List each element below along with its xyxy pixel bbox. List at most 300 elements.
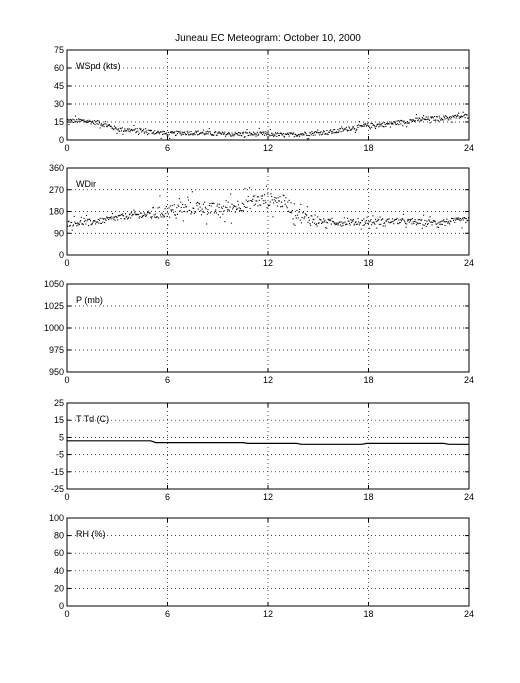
- data-point: [332, 131, 333, 132]
- data-point: [308, 138, 309, 139]
- data-point: [136, 131, 137, 132]
- data-point: [98, 124, 99, 125]
- data-point: [112, 213, 113, 214]
- data-point: [169, 217, 170, 218]
- data-point: [438, 227, 439, 228]
- data-point: [343, 131, 344, 132]
- data-point: [373, 222, 374, 223]
- data-point: [226, 200, 227, 201]
- data-point: [317, 132, 318, 133]
- data-point: [208, 212, 209, 213]
- data-point: [166, 132, 167, 133]
- data-point: [153, 207, 154, 208]
- data-point: [296, 217, 297, 218]
- data-point: [215, 211, 216, 212]
- data-point: [444, 225, 445, 226]
- data-point: [293, 218, 294, 219]
- data-point: [363, 218, 364, 219]
- data-point: [346, 224, 347, 225]
- data-point: [92, 121, 93, 122]
- data-point: [213, 203, 214, 204]
- data-point: [334, 129, 335, 130]
- data-point: [207, 209, 208, 210]
- data-point: [359, 224, 360, 225]
- data-point: [452, 218, 453, 219]
- data-point: [97, 120, 98, 121]
- data-point: [272, 135, 273, 136]
- data-point: [159, 133, 160, 134]
- data-point: [411, 219, 412, 220]
- data-point: [287, 133, 288, 134]
- data-point: [437, 226, 438, 227]
- data-point: [314, 223, 315, 224]
- data-point: [417, 223, 418, 224]
- data-point: [310, 132, 311, 133]
- data-point: [324, 220, 325, 221]
- data-point: [275, 132, 276, 133]
- data-point: [265, 133, 266, 134]
- y-tick-label: -25: [50, 484, 64, 494]
- data-point: [143, 215, 144, 216]
- data-point: [446, 118, 447, 119]
- data-point: [334, 223, 335, 224]
- data-point: [83, 119, 84, 120]
- data-point: [78, 223, 79, 224]
- data-point: [294, 225, 295, 226]
- data-point: [326, 222, 327, 223]
- data-point: [163, 216, 164, 217]
- data-point: [188, 134, 189, 135]
- y-tick-label: 25: [53, 398, 64, 408]
- data-point: [380, 125, 381, 126]
- data-point: [364, 224, 365, 225]
- data-point: [311, 131, 312, 132]
- data-point: [94, 120, 95, 121]
- data-point: [304, 218, 305, 219]
- data-point: [190, 202, 191, 203]
- data-point: [192, 191, 193, 192]
- data-point: [150, 217, 151, 218]
- data-point: [339, 130, 340, 131]
- data-point: [276, 136, 277, 137]
- data-point: [304, 216, 305, 217]
- data-point: [198, 209, 199, 210]
- data-point: [428, 223, 429, 224]
- data-point: [354, 224, 355, 225]
- x-tick-label: 18: [363, 609, 374, 619]
- data-point: [305, 132, 306, 133]
- data-point: [270, 135, 271, 136]
- data-point: [300, 204, 301, 205]
- data-point: [186, 134, 187, 135]
- data-point: [96, 121, 97, 122]
- data-point: [218, 207, 219, 208]
- data-point: [176, 207, 177, 208]
- data-point: [247, 132, 248, 133]
- data-point: [100, 218, 101, 219]
- data-point: [370, 128, 371, 129]
- data-point: [276, 202, 277, 203]
- data-point: [317, 225, 318, 226]
- data-point: [222, 132, 223, 133]
- data-point: [259, 128, 260, 129]
- data-point: [315, 134, 316, 135]
- data-point: [141, 131, 142, 132]
- data-point: [269, 205, 270, 206]
- data-point: [171, 132, 172, 133]
- data-point: [256, 200, 257, 201]
- data-point: [80, 119, 81, 120]
- data-point: [109, 124, 110, 125]
- data-point: [72, 122, 73, 123]
- data-point: [124, 130, 125, 131]
- data-point: [392, 218, 393, 219]
- data-point: [366, 220, 367, 221]
- data-point: [224, 133, 225, 134]
- data-point: [225, 136, 226, 137]
- data-point: [346, 129, 347, 130]
- data-point: [244, 206, 245, 207]
- data-point: [162, 214, 163, 215]
- data-point: [273, 202, 274, 203]
- data-point: [276, 198, 277, 199]
- data-point: [222, 214, 223, 215]
- data-point: [434, 116, 435, 117]
- data-point: [335, 222, 336, 223]
- y-tick-label: 80: [53, 530, 64, 541]
- data-point: [257, 196, 258, 197]
- data-point: [219, 204, 220, 205]
- data-point: [111, 216, 112, 217]
- data-point: [318, 132, 319, 133]
- data-point: [268, 131, 269, 132]
- data-point: [375, 219, 376, 220]
- data-point: [381, 123, 382, 124]
- data-point: [244, 136, 245, 137]
- data-point: [215, 209, 216, 210]
- data-point: [288, 134, 289, 135]
- data-point: [217, 204, 218, 205]
- data-point: [328, 134, 329, 135]
- data-point: [100, 125, 101, 126]
- data-point: [425, 119, 426, 120]
- data-point: [441, 224, 442, 225]
- data-point: [345, 128, 346, 129]
- data-point: [451, 117, 452, 118]
- data-point: [370, 219, 371, 220]
- data-point: [443, 220, 444, 221]
- data-point: [158, 132, 159, 133]
- panel-label: P (mb): [76, 295, 103, 305]
- data-point: [396, 120, 397, 121]
- data-point: [229, 133, 230, 134]
- data-point: [393, 223, 394, 224]
- data-point: [397, 123, 398, 124]
- data-point: [439, 117, 440, 118]
- data-point: [388, 221, 389, 222]
- data-point: [456, 116, 457, 117]
- data-point: [157, 207, 158, 208]
- data-point: [441, 221, 442, 222]
- x-tick-label: 18: [363, 375, 374, 385]
- data-point: [115, 220, 116, 221]
- data-point: [241, 210, 242, 211]
- data-point: [134, 129, 135, 130]
- data-point: [436, 224, 437, 225]
- data-point: [313, 133, 314, 134]
- data-point: [367, 217, 368, 218]
- data-point: [202, 211, 203, 212]
- data-point: [274, 134, 275, 135]
- data-point: [291, 212, 292, 213]
- data-point: [163, 133, 164, 134]
- y-tick-label: 360: [48, 163, 64, 173]
- data-point: [115, 128, 116, 129]
- data-point: [386, 221, 387, 222]
- data-point: [172, 131, 173, 132]
- data-point: [326, 133, 327, 134]
- data-point: [449, 223, 450, 224]
- data-point: [455, 220, 456, 221]
- data-point: [255, 204, 256, 205]
- panel-wspd: [54, 45, 474, 153]
- data-point: [159, 207, 160, 208]
- data-point: [420, 223, 421, 224]
- data-point: [247, 201, 248, 202]
- data-point: [363, 225, 364, 226]
- data-point: [317, 130, 318, 131]
- data-point: [161, 138, 162, 139]
- data-point: [215, 131, 216, 132]
- data-point: [181, 133, 182, 134]
- data-point: [186, 206, 187, 207]
- data-point: [104, 218, 105, 219]
- data-point: [378, 126, 379, 127]
- data-point: [153, 132, 154, 133]
- data-point: [446, 116, 447, 117]
- data-point: [367, 123, 368, 124]
- data-point: [309, 220, 310, 221]
- data-point: [323, 218, 324, 219]
- data-point: [178, 206, 179, 207]
- data-point: [80, 220, 81, 221]
- data-point: [214, 212, 215, 213]
- data-point: [394, 122, 395, 123]
- data-point: [204, 133, 205, 134]
- data-point: [246, 132, 247, 133]
- data-point: [220, 211, 221, 212]
- data-point: [288, 211, 289, 212]
- data-point: [191, 213, 192, 214]
- data-point: [246, 207, 247, 208]
- data-point: [407, 220, 408, 221]
- data-point: [333, 129, 334, 130]
- data-point: [87, 120, 88, 121]
- data-point: [406, 122, 407, 123]
- data-point: [223, 206, 224, 207]
- data-point: [348, 130, 349, 131]
- data-point: [113, 219, 114, 220]
- data-point: [287, 207, 288, 208]
- data-point: [318, 222, 319, 223]
- data-point: [406, 223, 407, 224]
- data-point: [342, 128, 343, 129]
- data-point: [126, 130, 127, 131]
- data-point: [174, 131, 175, 132]
- data-point: [183, 207, 184, 208]
- data-point: [231, 204, 232, 205]
- data-point: [98, 219, 99, 220]
- data-point: [260, 205, 261, 206]
- data-point: [263, 133, 264, 134]
- data-point: [443, 219, 444, 220]
- data-point: [456, 219, 457, 220]
- x-tick-label: 24: [463, 375, 475, 385]
- data-point: [209, 205, 210, 206]
- data-point: [122, 127, 123, 128]
- data-point: [155, 133, 156, 134]
- data-point: [210, 133, 211, 134]
- data-point: [173, 212, 174, 213]
- data-point: [246, 129, 247, 130]
- data-point: [444, 117, 445, 118]
- data-point: [354, 128, 355, 129]
- data-point: [266, 186, 267, 187]
- data-point: [180, 210, 181, 211]
- x-tick-label: 18: [363, 143, 374, 153]
- data-point: [376, 221, 377, 222]
- data-point: [333, 222, 334, 223]
- panel-temp: [51, 398, 474, 502]
- data-point: [235, 206, 236, 207]
- data-point: [361, 125, 362, 126]
- data-point: [357, 125, 358, 126]
- data-point: [242, 203, 243, 204]
- data-point: [221, 207, 222, 208]
- data-point: [205, 208, 206, 209]
- data-point: [191, 212, 192, 213]
- panel-label: RH (%): [76, 529, 106, 539]
- data-point: [79, 119, 80, 120]
- data-point: [148, 133, 149, 134]
- data-point: [293, 132, 294, 133]
- data-point: [98, 223, 99, 224]
- data-point: [79, 121, 80, 122]
- data-point: [83, 224, 84, 225]
- data-point: [387, 219, 388, 220]
- data-point: [421, 219, 422, 220]
- data-point: [233, 135, 234, 136]
- data-point: [339, 222, 340, 223]
- data-point: [117, 133, 118, 134]
- data-point: [381, 125, 382, 126]
- data-point: [253, 196, 254, 197]
- data-point: [431, 222, 432, 223]
- data-point: [337, 132, 338, 133]
- data-point: [459, 118, 460, 119]
- data-point: [185, 204, 186, 205]
- data-point: [365, 223, 366, 224]
- data-point: [274, 197, 275, 198]
- data-point: [430, 216, 431, 217]
- data-point: [285, 197, 286, 198]
- data-point: [306, 135, 307, 136]
- data-point: [418, 119, 419, 120]
- data-point: [177, 214, 178, 215]
- data-point: [228, 133, 229, 134]
- data-point: [338, 223, 339, 224]
- data-point: [165, 213, 166, 214]
- data-point: [174, 204, 175, 205]
- data-point: [402, 125, 403, 126]
- figure-title: Juneau EC Meteogram: October 10, 2000: [175, 33, 361, 44]
- data-point: [413, 223, 414, 224]
- data-point: [389, 121, 390, 122]
- data-point: [77, 122, 78, 123]
- data-point: [421, 120, 422, 121]
- data-point: [68, 120, 69, 121]
- data-point: [241, 135, 242, 136]
- data-point: [291, 202, 292, 203]
- data-point: [352, 221, 353, 222]
- data-point: [437, 116, 438, 117]
- data-point: [252, 134, 253, 135]
- data-point: [204, 212, 205, 213]
- data-point: [226, 207, 227, 208]
- data-point: [344, 221, 345, 222]
- data-point: [446, 221, 447, 222]
- data-point: [171, 210, 172, 211]
- data-point: [277, 205, 278, 206]
- data-point: [262, 195, 263, 196]
- data-point: [90, 220, 91, 221]
- data-point: [447, 117, 448, 118]
- data-point: [417, 222, 418, 223]
- data-point: [279, 135, 280, 136]
- data-point: [209, 131, 210, 132]
- data-point: [181, 212, 182, 213]
- data-point: [456, 117, 457, 118]
- data-point: [94, 124, 95, 125]
- data-point: [128, 131, 129, 132]
- data-point: [105, 121, 106, 122]
- data-point: [370, 123, 371, 124]
- data-point: [301, 133, 302, 134]
- data-point: [269, 135, 270, 136]
- data-point: [280, 206, 281, 207]
- data-point: [356, 129, 357, 130]
- data-point: [128, 218, 129, 219]
- data-point: [265, 200, 266, 201]
- data-point: [442, 224, 443, 225]
- data-point: [253, 132, 254, 133]
- data-point: [352, 220, 353, 221]
- data-point: [287, 201, 288, 202]
- data-point: [283, 133, 284, 134]
- data-point: [315, 131, 316, 132]
- data-point: [218, 132, 219, 133]
- data-point: [330, 220, 331, 221]
- data-point: [282, 134, 283, 135]
- data-point: [372, 215, 373, 216]
- data-point: [428, 116, 429, 117]
- data-point: [90, 121, 91, 122]
- data-point: [306, 215, 307, 216]
- data-point: [431, 117, 432, 118]
- data-point: [184, 211, 185, 212]
- data-point: [254, 195, 255, 196]
- data-point: [266, 134, 267, 135]
